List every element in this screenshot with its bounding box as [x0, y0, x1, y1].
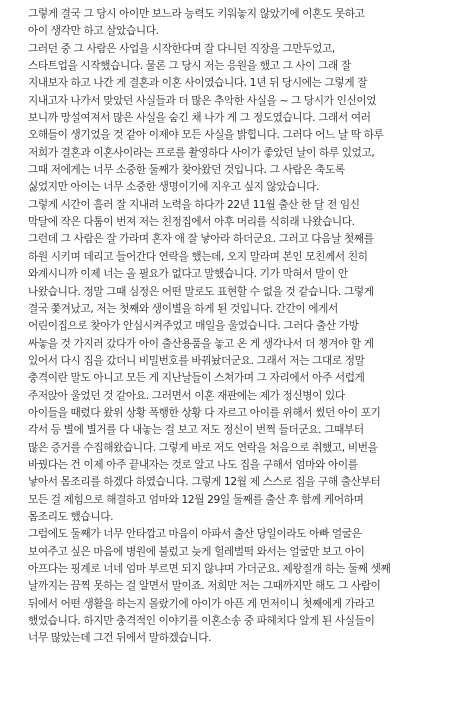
- text-line: 스타트업을 시작했습니다. 물론 그 당시 저는 응원을 했고 그 사이 그래 잘: [28, 60, 351, 73]
- text-line: 막달에 작은 다툼이 번져 저는 친정집에서 아후 머리를 식히래 나왔습니다.: [28, 216, 355, 229]
- text-line: 아프다는 핑계로 너네 엄마 부르면 되지 않냐며 가더군요. 제왕절개 하는 둘째 셋째: [28, 563, 391, 575]
- text-line: 저희가 결혼과 이혼사이라는 프로를 촬영하다 사이가 좋았던 날이 하루 있었고,: [28, 146, 375, 159]
- text-line: 너무 많았는데 그건 뒤에서 말하겠습니다.: [28, 632, 212, 645]
- text-line: 그렇게 시간이 흘러 잘 지내려 노력을 하다가 22년 11월 출산 한 달 전 임신: [28, 198, 360, 211]
- text-line: 주저앉아 울었던 것 같아요. 그러면서 이혼 재판에는 제가 정신병이 있다: [28, 389, 345, 402]
- text-line: 충격이란 말도 아니고 모든 게 지난날들이 스쳐가며 그 자리에서 아주 서럽게: [28, 372, 365, 385]
- text-line: 싫었지만 아이는 너무 소중한 생명이기에 지우고 싶지 않았습니다.: [28, 181, 319, 194]
- text-line: 날까지는 끔찍 못하는 걸 알면서 말이죠. 저희만 저는 그때까지만 해도 그 사람이: [28, 580, 381, 593]
- text-line: 그러던 중 그 사람은 사업을 시작한다며 잘 다니던 직장을 그만두었고,: [28, 42, 335, 55]
- text-line: 나왔습니다. 정말 그때 심정은 어떤 말로도 표현할 수 없을 것 같습니다. 그렇게: [28, 285, 374, 298]
- text-line: 싸놓을 것 가지러 갔다가 아이 출산용품을 놓고 온 게 생각나서 더 챙겨야 할 게: [28, 337, 374, 350]
- text-line: 모든 걸 제힘으로 해결하고 엄마와 12월 29일 둘째를 출산 후 함께 케어하며: [28, 493, 364, 506]
- text-line: 오해들이 생기었을 것 같아 이제야 모든 사실을 밝힙니다. 그러다 어느 날 딱 하루: [28, 129, 384, 142]
- body-text: [28, 6, 462, 648]
- text-line: 그렇게 결국 그 당시 아이만 보느라 능력도 키워놓지 않았기에 이혼도 못하고: [28, 8, 365, 20]
- text-line: 와계시니까 이제 너는 올 필요가 없다고 말했습니다. 기가 막혀서 말이 안: [28, 268, 348, 281]
- text-line: 지내고자 나가서 맞았던 사실들과 더 많은 추악한 사실을 ~ 그 당시가 인신이었: [28, 94, 377, 107]
- text-line: 각서 등 별에 별거를 다 내놓는 걸 보고 저도 정신이 번쩍 들더군요. 그때부터: [28, 424, 364, 437]
- text-line: 했었습니다. 하지만 충격적인 이야기를 이혼소송 중 파헤치다 알게 된 사실들이: [28, 615, 375, 628]
- text-line: 낳아서 몸조리를 하겠다 하였습니다. 그렇게 12월 제 스스로 집을 구해 출산부터: [28, 476, 381, 489]
- text-line: 몸조리도 했습니다.: [28, 510, 114, 523]
- text-line: 결국 쫓겨났고, 저는 첫째와 생이별을 하게 된 것입니다. 간간이 에게서: [28, 302, 338, 315]
- text-line: 보여주고 싶은 마음에 병원에 불렀고 늦게 헐레벌떡 와서는 얼굴만 보고 아이: [28, 545, 365, 558]
- text-line: 바꿨다는 건 이제 아주 끝내자는 것로 알고 나도 집을 구해서 엄마와 아이를: [28, 458, 358, 471]
- text-line: 아이들을 때렸다 왔위 상황 폭행한 상황 다 자르고 아이를 위해서 썼던 아이 포기: [28, 406, 381, 419]
- text-line: 많은 증거를 수집해왔습니다. 그렇게 바로 저도 연락을 처음으로 취했고, 비번을: [28, 441, 378, 454]
- text-line: 하원 시키며 데리고 들어간다 연락을 했는데, 오지 말라며 본인 모친께서 친히: [28, 250, 368, 263]
- text-line: 그때 저에게는 너무 소중한 둘째가 찾아왔던 것입니다. 그 사람은 축도록: [28, 164, 345, 177]
- text-line: 보니까 망설여져서 많은 사실을 숨긴 채 나가 게 그 정도였습니다. 그래서 여러: [28, 112, 371, 125]
- text-line: 지내보자 하고 나간 게 결혼과 이혼 사이였습니다. 1년 뒤 당시에는 그렇게 잘: [28, 77, 368, 90]
- text-line: 그런데 그 사람은 잘 가라며 혼자 애 잘 낳아라 하더군요. 그러고 다음날 첫째를: [28, 233, 374, 246]
- text-line: 그럼에도 둘째가 너무 안타깝고 마음이 아파서 출산 당일이라도 아빠 얼굴은: [28, 528, 362, 541]
- text-line: 뒤에서 어떤 생활을 하는지 몰랐기에 아이가 아픈 게 먼저이니 첫째에게 가라고: [28, 597, 375, 610]
- text-line: 어린이집으로 찾아가 안심시켜주었고 매일을 울었습니다. 그러다 출산 가방: [28, 320, 359, 333]
- text-line: 아이 생각만 하고 살았습니다.: [28, 25, 159, 38]
- text-line: 있어서 다시 집을 갔더니 비밀번호를 바꿔놨더군요. 그래서 저는 그대로 정말: [28, 354, 365, 367]
